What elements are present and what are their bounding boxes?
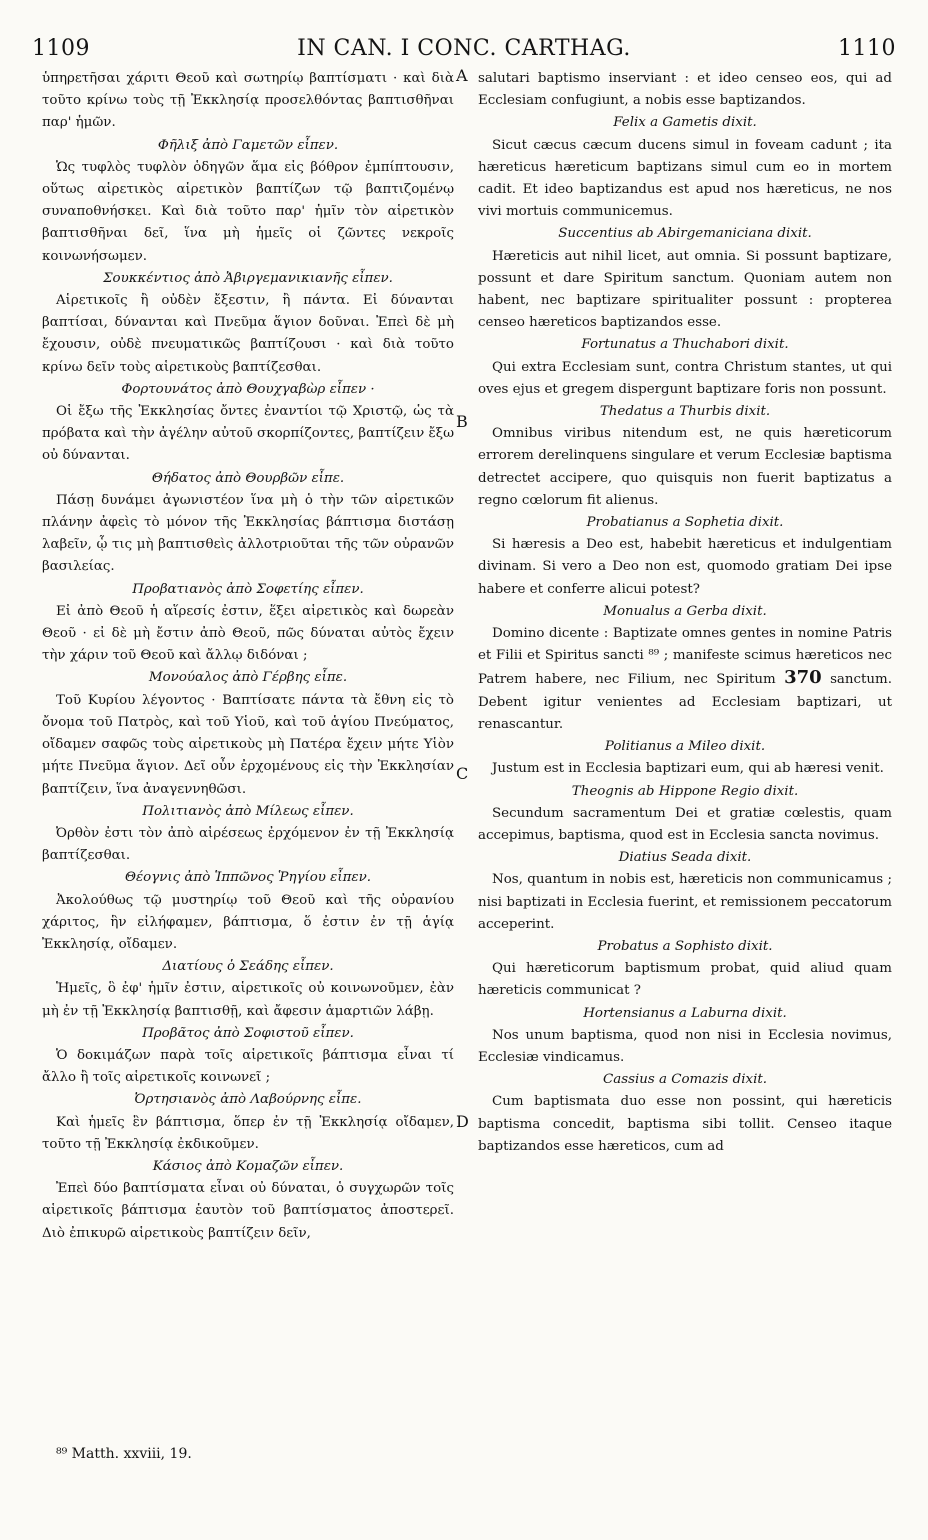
paragraph: Οἱ ἔξω τῆς Ἐκκλησίας ὄντες ἐναντίοι τῷ Χριστῷ, ὡς τὰ πρόβατα καὶ τὴν ἀγέλην αὐτοῦ σκορπίζοντες, βαπτίζειν ἔξω οὐ δύνανται.: [42, 404, 454, 464]
paragraph: Πάσῃ δυνάμει ἀγωνιστέον ἵνα μὴ ὁ τὴν τῶν αἱρετικῶν πλάνην ἀφεὶς τὸ μόνον τῆς Ἐκκλησίας βάπτισμα διστάσῃ λαβεῖν, ᾧ τις μὴ βαπτισθεὶς ἀλλοτριοῦται τῆς τῶν οὐρανῶν βασιλείας.: [42, 492, 454, 575]
speaker-heading: Σουκκέντιος ἀπὸ Ἀβιργεμανικιανῆς εἶπεν.: [103, 270, 393, 286]
paragraph: Ὀρθὸν ἐστι τὸν ἀπὸ αἱρέσεως ἐρχόμενον ἐν τῇ Ἐκκλησίᾳ βαπτίζεσθαι.: [42, 825, 454, 864]
paragraph: Cum baptismata duo esse non possint, qui hæreticis baptisma concedit, baptisma sibi tollit. Censeo itaque baptizandos esse hæreticos, cum ad: [478, 1094, 892, 1154]
speaker-heading: Succentius ab Abirgemaniciana dixit.: [558, 226, 812, 242]
speaker-heading: Φῆλιξ ἀπὸ Γαμετῶν εἶπεν.: [157, 137, 339, 153]
column-number: 370: [784, 667, 822, 689]
paragraph: Τοῦ Κυρίου λέγοντος · Βαπτίσατε πάντα τὰ ἔθνη εἰς τὸ ὄνομα τοῦ Πατρὸς, καὶ τοῦ Υἱοῦ, καὶ τοῦ ἁγίου Πνεύματος, οἴδαμεν σαφῶς τοὺς αἱρετικοὺς μὴ Πατέρα ἔχειν μήτε Υἱὸν μήτε Πνεῦμα ἅγιον. Δεῖ οὖν ἐρχομένους εἰς τὴν Ἐκκλησίαν βαπτίζειν, ἵνα ἀναγεννηθῶσι.: [42, 692, 454, 797]
footnote: ⁸⁹ Matth. xxviii, 19.: [56, 1446, 192, 1462]
paragraph: Ἀκολούθως τῷ μυστηρίῳ τοῦ Θεοῦ καὶ τῆς οὐρανίου χάριτος, ἣν εἰλήφαμεν, βάπτισμα, ὅ ἐστιν ἐν τῇ ἁγίᾳ Ἐκκλησίᾳ, οἴδαμεν.: [42, 892, 454, 952]
speaker-heading: Politianus a Mileo dixit.: [604, 739, 766, 755]
speaker-heading: Cassius a Comazis dixit.: [602, 1072, 768, 1088]
speaker-heading: Felix a Gametis dixit.: [613, 115, 757, 131]
speaker-heading: Monualus a Gerba dixit.: [603, 603, 767, 619]
speaker-heading: Μονούαλος ἀπὸ Γέρβης εἶπε.: [148, 670, 348, 686]
paragraph: Omnibus viribus nitendum est, ne quis hæreticorum errorem derelinquens singulare et verum Ecclesiæ baptisma detrectet accipere, quo quisquis non fuerit baptizatus a regno cœlorum fit alienus.: [478, 426, 892, 508]
running-header: [30, 36, 898, 70]
speaker-heading: Hortensianus a Laburna dixit.: [583, 1005, 787, 1021]
paragraph: Nos, quantum in nobis est, hæreticis non communicamus ; nisi baptizati in Ecclesia fuerint, et remissionem peccatorum acceperint.: [478, 872, 892, 932]
paragraph: Secundum sacramentum Dei et gratiæ cœlestis, quam accepimus, baptisma, quod est in Ecclesia sancta novimus.: [478, 805, 892, 843]
speaker-heading: Προβατιανὸς ἀπὸ Σοφετίης εἶπεν.: [132, 581, 364, 597]
latin-column: [478, 68, 892, 1158]
paragraph: Qui hæreticorum baptismum probat, quid aliud quam hæreticis communicat ?: [478, 961, 892, 999]
paragraph: Sicut cæcus cæcum ducens simul in foveam cadunt ; ita hæreticus hæreticum baptizans simul cum eo in mortem cadit. Et ideo baptizandus est apud nos hæreticus, ne nos vivi mortuis communicemus.: [478, 137, 892, 220]
speaker-heading: Theognis ab Hippone Regio dixit.: [571, 783, 799, 799]
paragraph: Nos unum baptisma, quod non nisi in Ecclesia novimus, Ecclesiæ vindicamus.: [478, 1027, 892, 1065]
greek-column: [42, 68, 454, 1245]
speaker-heading: Probatus a Sophisto dixit.: [597, 938, 773, 954]
paragraph: Ἡμεῖς, ὃ ἐφ' ἡμῖν ἐστιν, αἱρετικοῖς οὐ κοινωνοῦμεν, ἐὰν μὴ ἐν τῇ Ἐκκλησίᾳ βαπτισθῇ, καὶ ἄφεσιν ἁμαρτιῶν λάβῃ.: [42, 981, 454, 1019]
speaker-heading: Diatius Seada dixit.: [618, 850, 752, 866]
margin-marker-a: A: [456, 66, 468, 85]
paragraph: Εἰ ἀπὸ Θεοῦ ἡ αἵρεσίς ἐστιν, ἕξει αἱρετικὸς καὶ δωρεὰν Θεοῦ · εἰ δὲ μὴ ἔστιν ἀπὸ Θεοῦ, πῶς δύναται αὐτὸς ἔχειν τὴν χάριν τοῦ Θεοῦ καὶ ἄλλῳ διδόναι ;: [42, 603, 454, 664]
paragraph: Justum est in Ecclesia baptizari eum, qui ab hæresi venit.: [492, 761, 884, 777]
speaker-heading: Ὀρτησιανὸς ἀπὸ Λαβούρνης εἶπε.: [134, 1092, 362, 1108]
speaker-heading: Θήδατος ἀπὸ Θουρβῶν εἶπε.: [151, 470, 345, 486]
speaker-heading: Πολιτιανὸς ἀπὸ Μίλεως εἶπεν.: [142, 803, 354, 819]
speaker-heading: Probatianus a Sophetia dixit.: [586, 515, 784, 531]
speaker-heading: Φορτουνάτος ἀπὸ Θουχγαβὼρ εἶπεν ·: [121, 381, 375, 397]
margin-marker-b: B: [456, 412, 468, 431]
speaker-heading: Fortunatus a Thuchabori dixit.: [581, 337, 789, 353]
speaker-heading: Κάσιος ἀπὸ Κομαζῶν εἶπεν.: [152, 1158, 344, 1174]
paragraph: Αἱρετικοῖς ἢ οὐδὲν ἔξεστιν, ἢ πάντα. Εἰ δύνανται βαπτίσαι, δύνανται καὶ Πνεῦμα ἅγιον δοῦναι. Ἐπεὶ δὲ μὴ ἔχουσιν, οὐδὲ πνευματικῶς βαπτίζουσι · καὶ διὰ τοῦτο κρίνω δεῖν τοὺς αἱρετικοὺς βαπτίζεσθαι.: [42, 293, 454, 375]
margin-marker-c: C: [456, 764, 469, 783]
paragraph: Domino dicente : Baptizate omnes gentes in nomine Patris et Filii et Spiritus sancti ⁸⁹ ; manifeste scimus hæreticos nec Patrem habere, nec Filium, nec Spiritum 370 sanctum. Debent igitur venientes ad Ecclesiam baptizari, ut renascantur.: [478, 626, 893, 732]
paragraph: Ὁ δοκιμάζων παρὰ τοῖς αἱρετικοῖς βάπτισμα εἶναι τί ἄλλο ἢ τοῖς αἱρετικοῖς κοινωνεῖ ;: [42, 1047, 454, 1086]
paragraph: salutari baptismo inserviant : et ideo censeo eos, qui ad Ecclesiam confugiunt, a nobis esse baptizandos.: [478, 71, 892, 109]
paragraph: Qui extra Ecclesiam sunt, contra Christum stantes, ut qui oves ejus et gregem dispergunt baptizare foris non possunt.: [478, 359, 892, 397]
paragraph: Ὡς τυφλὸς τυφλὸν ὁδηγῶν ἅμα εἰς βόθρον ἐμπίπτουσιν, οὕτως αἱρετικὸς αἱρετικὸν βαπτίζων τῷ βαπτιζομένῳ συναποθνήσκει. Καὶ διὰ τοῦτο παρ' ἡμῖν τὸν αἱρετικὸν βαπτισθῆναι δεῖ, ἵνα μὴ ἡμεῖς οἱ ζῶντες νεκροῖς κοινωνήσωμεν.: [42, 159, 454, 264]
paragraph: ὑπηρετῆσαι χάριτι Θεοῦ καὶ σωτηρίῳ βαπτίσματι · καὶ διὰ τοῦτο κρίνω τοὺς τῇ Ἐκκλησίᾳ προσελθόντας βαπτισθῆναι παρ' ἡμῶν.: [42, 71, 454, 131]
speaker-heading: Thedatus a Thurbis dixit.: [599, 404, 771, 420]
paragraph: Ἐπεὶ δύο βαπτίσματα εἶναι οὐ δύναται, ὁ συγχωρῶν τοῖς αἱρετικοῖς βάπτισμα ἑαυτὸν τοῦ βαπτίσματος ἀποστερεῖ. Διὸ ἐπικυρῶ αἱρετικοὺς βαπτίζειν δεῖν,: [42, 1181, 454, 1241]
paragraph: Si hæresis a Deo est, habebit hæreticus et indulgentiam divinam. Si vero a Deo non est, quomodo gratiam Dei ipse habere et conferre alicui potest?: [478, 537, 892, 597]
margin-marker-d: D: [456, 1112, 469, 1131]
page-number-left: 1109: [32, 36, 90, 61]
speaker-heading: Θέογνις ἀπὸ Ἱππῶνος Ῥηγίου εἶπεν.: [124, 870, 371, 886]
paragraph: Καὶ ἡμεῖς ἓν βάπτισμα, ὅπερ ἐν τῇ Ἐκκλησίᾳ οἴδαμεν, τοῦτο τῇ Ἐκκλησίᾳ ἐκδικοῦμεν.: [42, 1114, 454, 1152]
page-number-right: 1110: [838, 36, 896, 61]
speaker-heading: Διατίους ὁ Σεάδης εἶπεν.: [162, 959, 334, 975]
paragraph: Hæreticis aut nihil licet, aut omnia. Si possunt baptizare, possunt et dare Spiritum sanctum. Quoniam autem non habent, nec baptizare spiritualiter possunt : propterea censeo hæreticos baptizandos esse.: [478, 248, 892, 331]
speaker-heading: Προβᾶτος ἀπὸ Σοφιστοῦ εἶπεν.: [142, 1025, 354, 1041]
running-title: IN CAN. I CONC. CARTHAG.: [297, 36, 631, 61]
